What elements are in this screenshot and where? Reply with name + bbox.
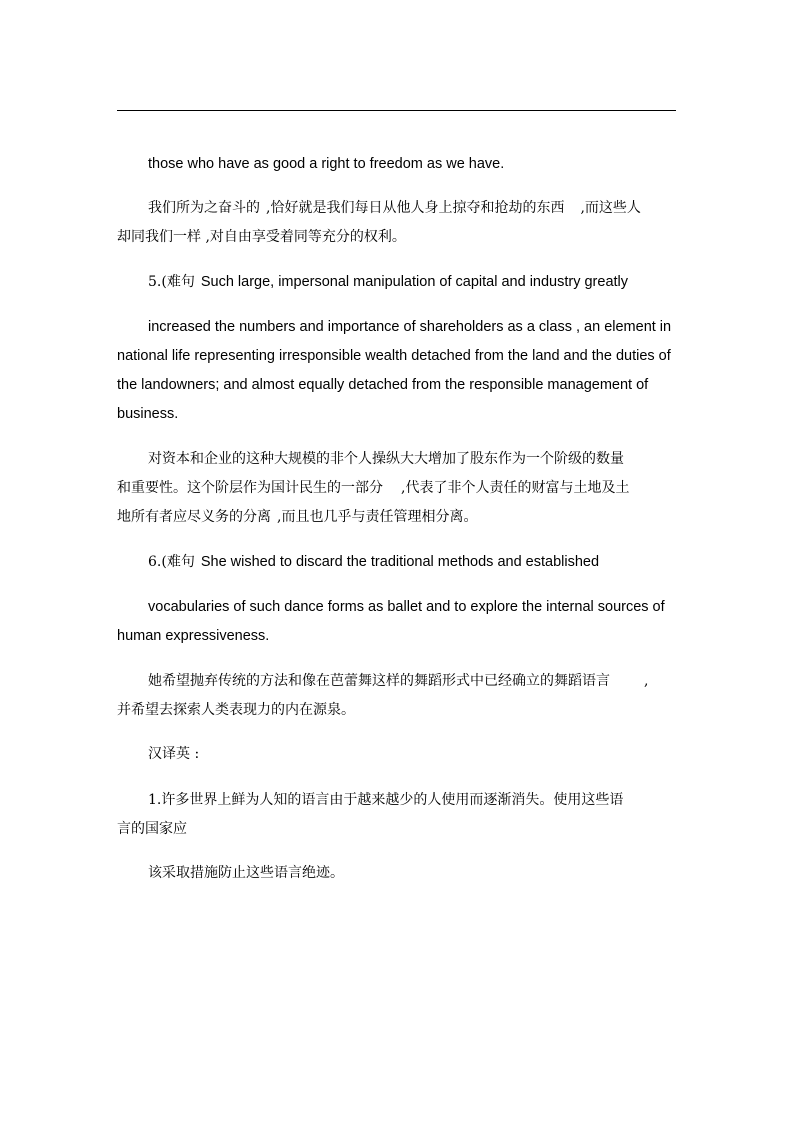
text-segment: ,恰好就是我们每日从他人身上掠夺和抢劫的东西 [266,200,565,216]
question-number: 5.(难句 [148,274,195,290]
text-line [148,553,599,571]
text-line: those who have as good a right to freedom as we have. [148,156,505,172]
text-segment: 我们所为之奋斗的 [148,200,260,216]
text-segment: , [644,673,649,689]
text-segment: ,而这些人 [580,200,641,216]
text-line: 1.许多世界上鲜为人知的语言由于越来越少的人使用而逐渐消失。使用这些语 [148,792,624,808]
text-segment: 她希望抛弃传统的方法和像在芭蕾舞这样的舞蹈形式中已经确立的舞蹈语言 [148,673,610,689]
text-segment: Such large, impersonal manipulation of capital and industry greatly [200,274,629,290]
text-line [148,199,641,217]
text-line: 言的国家应 [117,821,187,837]
text-line: human expressiveness. [117,628,270,644]
text-segment: ,代表了非个人责任的财富与土地及土 [401,480,630,496]
text-segment: 地所有者应尽义务的分离 [117,509,271,525]
text-line [117,479,629,497]
text-line: 并希望去探索人类表现力的内在源泉。 [117,702,355,718]
text-line [117,508,477,526]
text-line: business. [117,406,179,422]
text-line [148,273,628,291]
text-line: increased the numbers and importance of shareholders as a class , an element in [148,319,672,335]
text-line: 对资本和企业的这种大规模的非个人操纵大大增加了股东作为一个阶级的数量 [148,451,624,467]
text-line: 却同我们一样 ,对自由享受着同等充分的权利。 [117,229,406,245]
text-segment: She wished to discard the traditional methods and established [200,554,600,570]
text-segment: 和重要性。这个阶层作为国计民生的一部分 [117,480,383,496]
section-heading: 汉译英 : [148,746,200,762]
text-segment: ,而且也几乎与责任管理相分离。 [277,509,478,525]
text-line: national life representing irresponsible wealth detached from the land and the duties of [117,348,671,364]
header-rule [117,110,676,111]
text-line: vocabularies of such dance forms as ballet and to explore the internal sources of [148,599,665,615]
text-line: 该采取措施防止这些语言绝迹。 [148,865,344,881]
text-line: the landowners; and almost equally detached from the responsible management of [117,377,649,393]
text-line [148,672,648,690]
question-number: 6.(难句 [148,554,195,570]
